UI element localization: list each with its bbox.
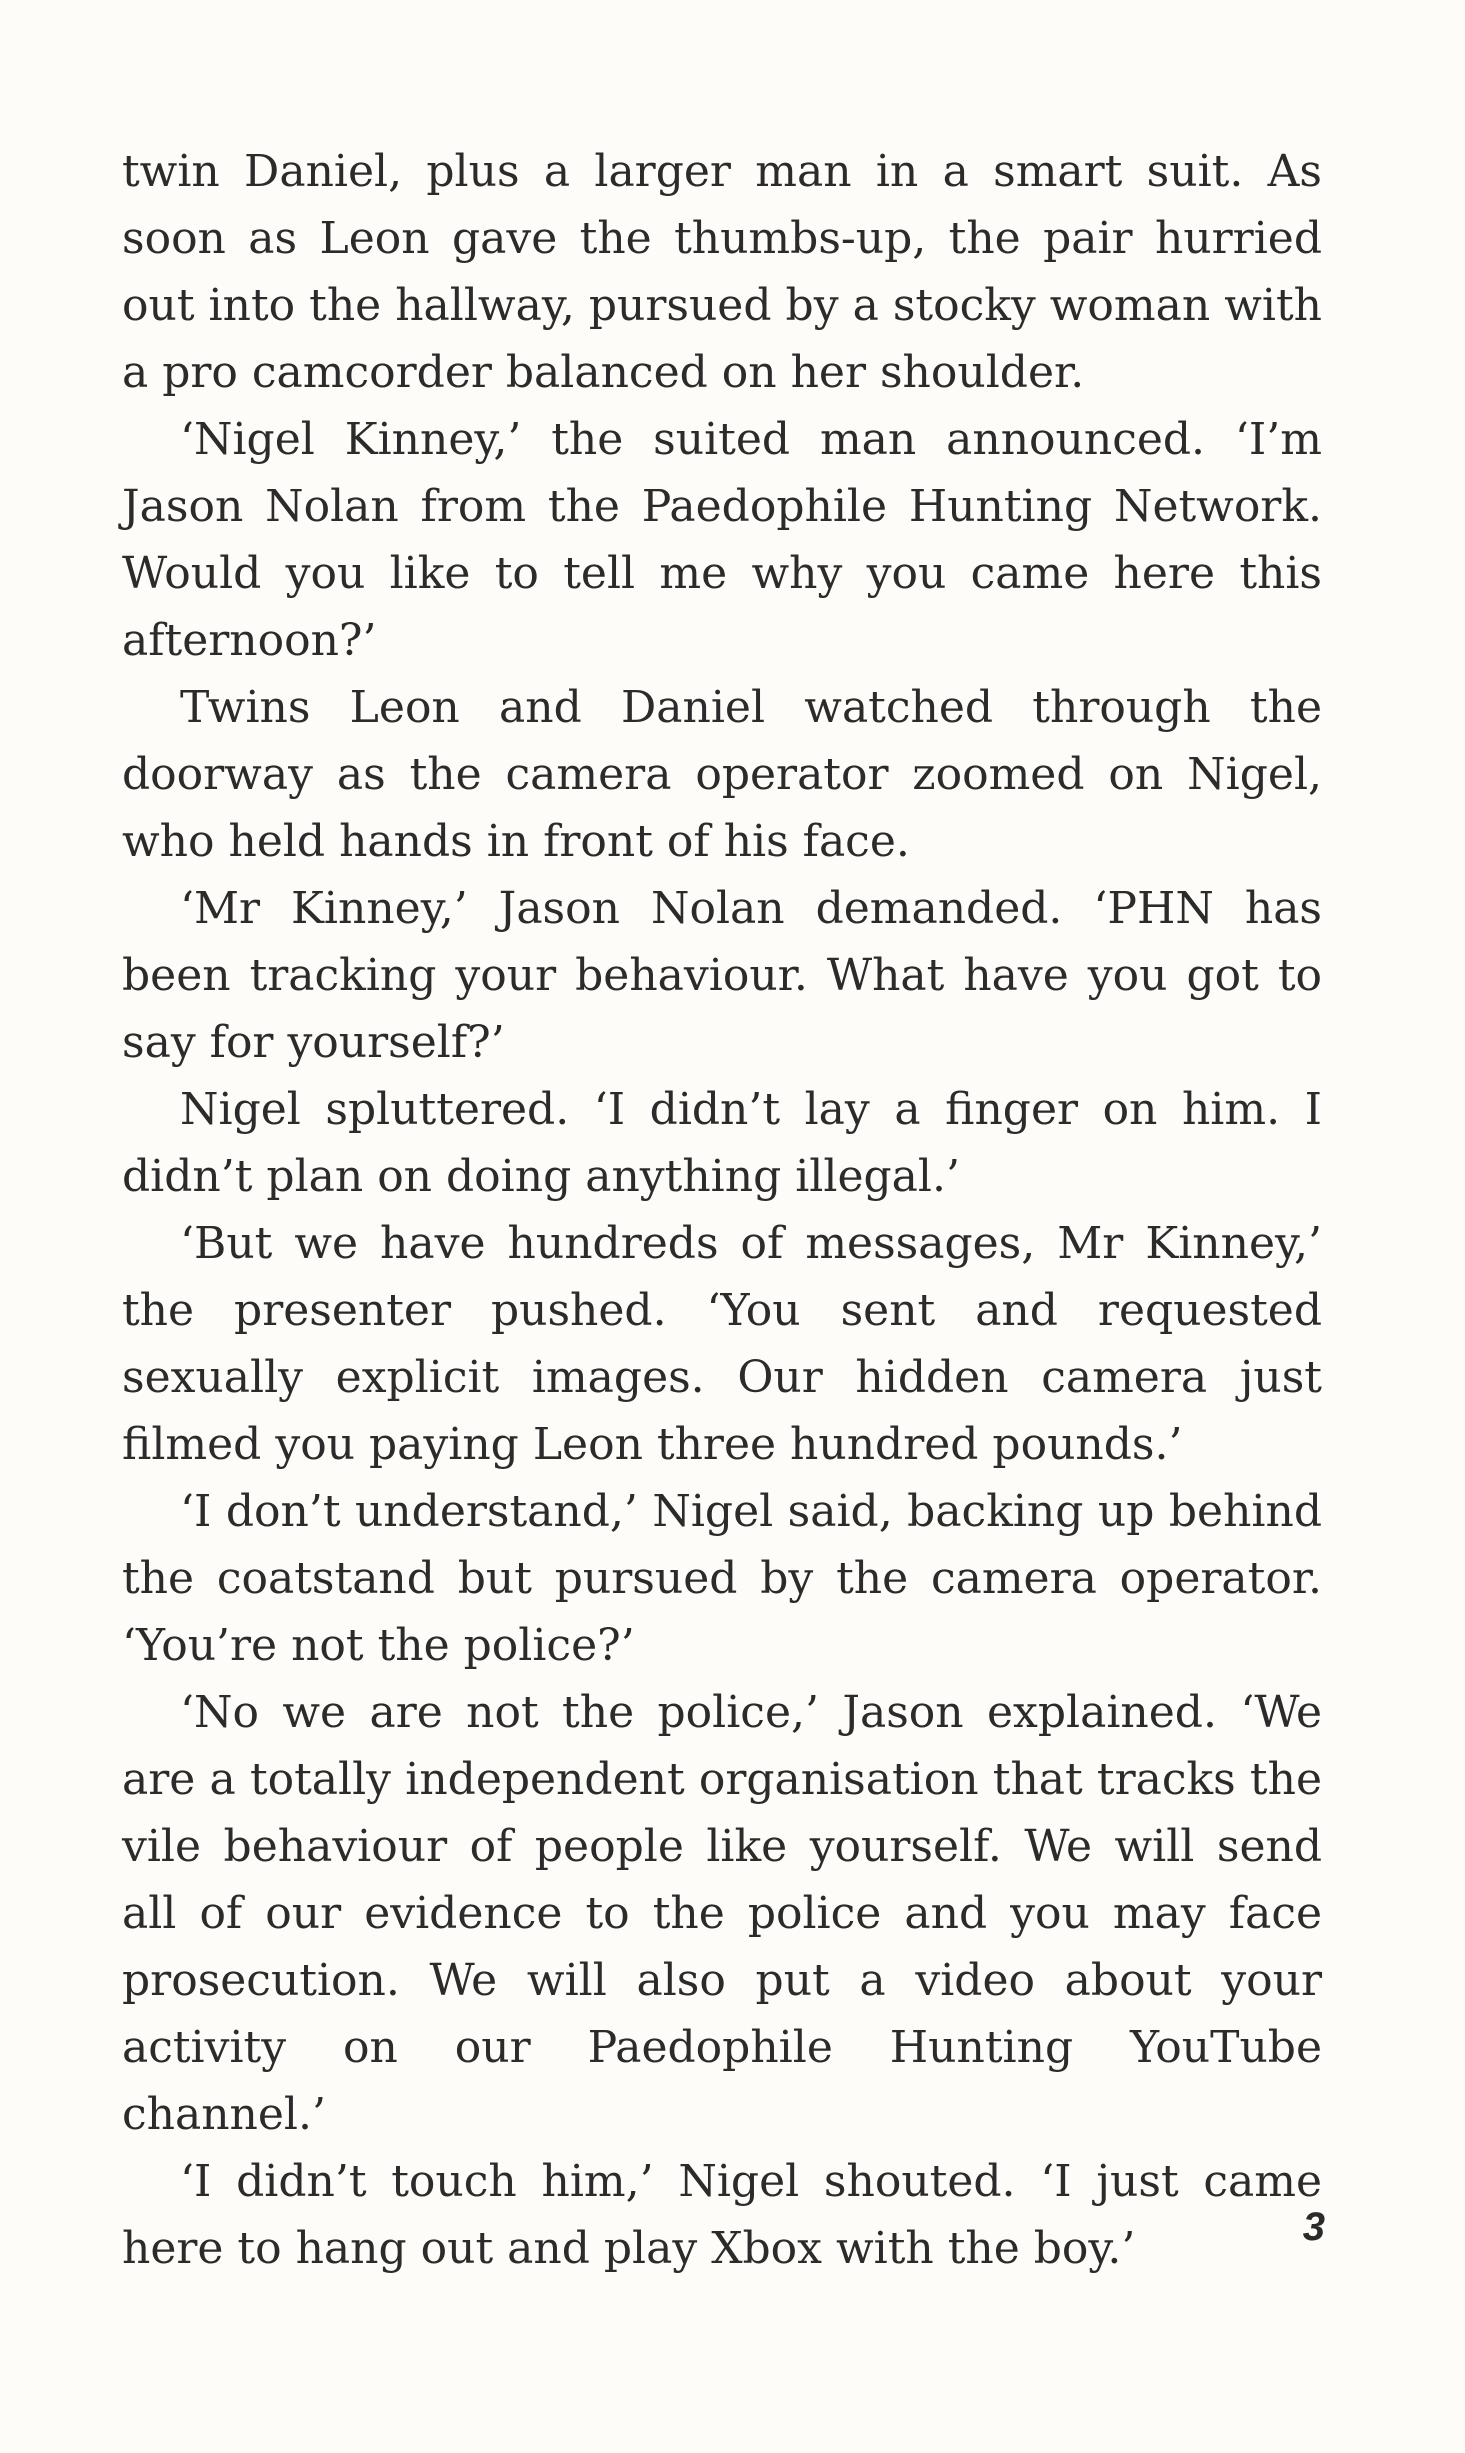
paragraph: ‘But we have hundreds of messages, Mr Kinney,’ the presenter pushed. ‘You sent and requested sexually explicit images. Our hidden camera just filmed you paying Leon three hundred pounds.’ [122, 1218, 1322, 1470]
paragraph: twin Daniel, plus a larger man in a smart suit. As soon as Leon gave the thumbs-up, the pair hurried out into the hallway, pursued by a stocky woman with a pro camcorder balanced on her shoulder. [122, 146, 1322, 398]
paragraph: ‘No we are not the police,’ Jason explained. ‘We are a totally independent organisation that tracks the vile behaviour of people like yourself. We will send all of our evidence to the police and you may face prosecution. We will also put a video about your activity on our Paedophile Hunting YouTube channel.’ [122, 1687, 1322, 2140]
paragraph: ‘Mr Kinney,’ Jason Nolan demanded. ‘PHN has been tracking your behaviour. What have you got to say for yourself?’ [122, 883, 1322, 1068]
page-number: 3 [1302, 2205, 1325, 2249]
body-text [122, 138, 1322, 2282]
paragraph: Twins Leon and Daniel watched through the doorway as the camera operator zoomed on Nigel, who held hands in front of his face. [122, 682, 1322, 867]
paragraph: ‘Nigel Kinney,’ the suited man announced. ‘I’m Jason Nolan from the Paedophile Hunting Network. Would you like to tell me why you came here this afternoon?’ [122, 414, 1322, 666]
paragraph: ‘I don’t understand,’ Nigel said, backing up behind the coatstand but pursued by the camera operator. ‘You’re not the police?’ [122, 1486, 1322, 1671]
paragraph: ‘I didn’t touch him,’ Nigel shouted. ‘I just came here to hang out and play Xbox with the boy.’ [122, 2156, 1322, 2274]
paragraph: Nigel spluttered. ‘I didn’t lay a finger on him. I didn’t plan on doing anything illegal.’ [122, 1084, 1322, 1202]
